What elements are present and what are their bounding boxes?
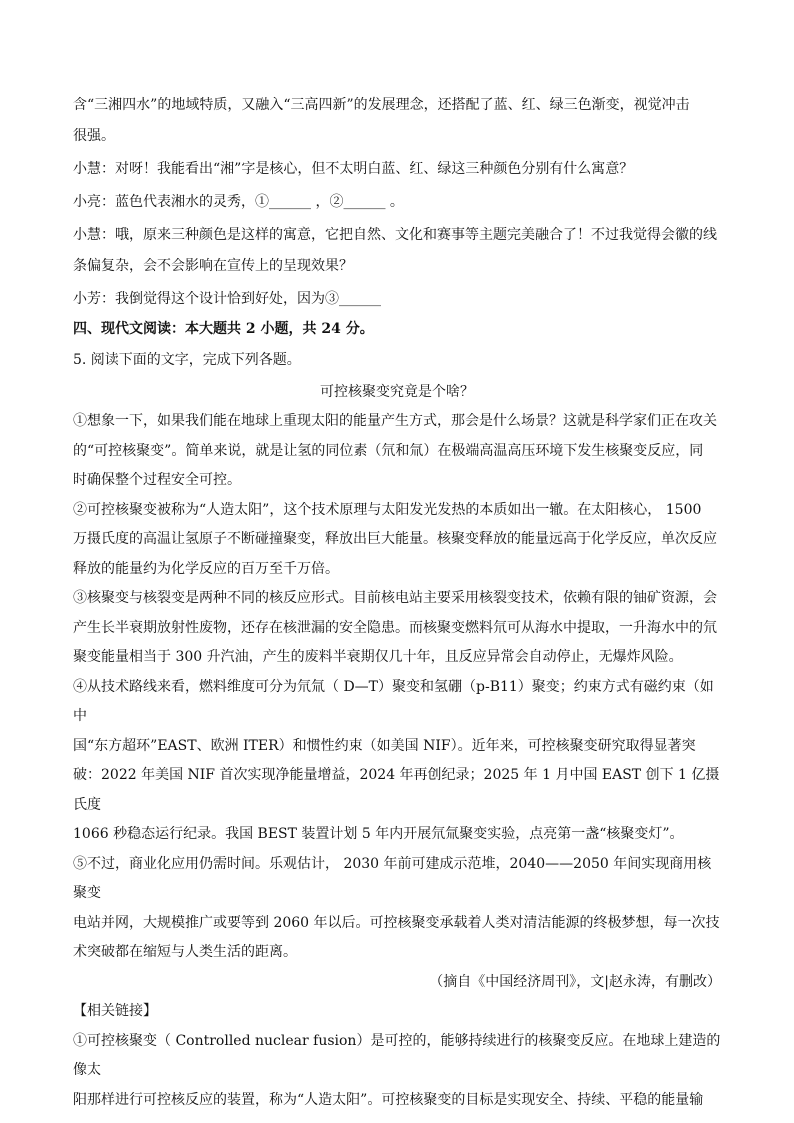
- intro-line: 很强。: [73, 128, 115, 144]
- question-prompt: 5. 阅读下面的文字，完成下列各题。: [73, 352, 301, 368]
- text-line: 的“可控核聚变”。简单来说，就是让氢的同位素（氘和氚）在极端高温高压环境下发生核聚变反应，同: [73, 442, 704, 459]
- article-title: 可控核聚变究竟是个啥？: [320, 384, 474, 400]
- dialogue-line: 小芳：我倒觉得这个设计恰到好处，因为③______: [73, 291, 381, 307]
- related-link-heading: 【相关链接】: [73, 1003, 157, 1019]
- article-paragraph: [73, 673, 721, 850]
- intro-line: 含“三湘四水”的地域特质，又融入“三高四新”的发展理念，还搭配了蓝、红、绿三色渐变，视觉冲击: [73, 97, 690, 113]
- text-line: ①可控核聚变（ Controlled nuclear fusion）是可控的，能够持续进行的核聚变反应。在地球上建造的像太: [73, 1032, 721, 1078]
- text-line: 万摄氏度的高温让氢原子不断碰撞聚变，释放出巨大能量。核聚变释放的能量远高于化学反应，单次反应: [73, 531, 717, 547]
- text-line: 释放的能量约为化学反应的百万至千万倍。: [73, 560, 339, 577]
- text-line: 1066 秒稳态运行纪录。我国 BEST 装置计划 5 年内开展氘氚聚变实验，点亮第一盏“核聚变灯”。: [73, 826, 684, 842]
- text-line: 聚变能量相当于 300 升汽油，产生的废料半衰期仅几十年，且反应异常会自动停止，无爆炸风险。: [73, 649, 683, 665]
- related-link-paragraph: [73, 1027, 721, 1116]
- text-line: ⑤不过，商业化应用仍需时间。乐观估计， 2030 年前可建成示范堆，2040——2050 年间实现商用核聚变: [73, 855, 712, 901]
- text-line: 破：2022 年美国 NIF 首次实现净能量增益，2024 年再创纪录；2025 年 1 月中国 EAST 创下 1 亿摄氏度: [73, 767, 720, 813]
- text-line: 产生长半衰期放射性废物，还存在核泄漏的安全隐患。而核聚变燃料氘可从海水中提取，一升海水中的氘: [73, 619, 717, 636]
- text-line: ④从技术路线来看，燃料维度可分为氘氚（ D—T）聚变和氢硼（p-B11）聚变；约束方式有磁约束（如中: [73, 678, 714, 724]
- article-paragraph: [73, 496, 721, 585]
- text-line: ①想象一下，如果我们能在地球上重现太阳的能量产生方式，那会是什么场景？这就是科学家们正在攻关: [73, 413, 717, 429]
- article-paragraph: [73, 850, 721, 968]
- document-page: [73, 94, 721, 1115]
- text-line: 国“东方超环”EAST、欧洲 ITER）和惯性约束（如美国 NIF）。近年来，可控核聚变研究取得显著突: [73, 737, 696, 754]
- source-citation: （摘自《中国经济周刊》，文|赵永涛，有删改）: [429, 973, 721, 990]
- text-line: ③核聚变与核裂变是两种不同的核反应形式。目前核电站主要采用核裂变技术，依赖有限的铀矿资源，会: [73, 590, 717, 606]
- article-paragraph: [73, 407, 721, 496]
- text-line: 时确保整个过程安全可控。: [73, 472, 241, 488]
- text-line: ②可控核聚变被称为“人造太阳”，这个技术原理与太阳发光发热的本质如出一辙。在太阳核心， 1500: [73, 501, 702, 518]
- article-paragraph: [73, 584, 721, 673]
- dialogue-line: 条偏复杂，会不会影响在宣传上的呈现效果？: [73, 258, 353, 274]
- text-line: 电站并网，大规模推广或要等到 2060 年以后。可控核聚变承载着人类对清洁能源的终极梦想，每一次技: [73, 914, 720, 931]
- dialogue-line: 小慧：哦，原来三种颜色是这样的寓意，它把自然、文化和赛事等主题完美融合了！不过我觉得会徽的线: [73, 227, 717, 243]
- text-line: 术突破都在缩短与人类生活的距离。: [73, 944, 297, 960]
- section-heading: 四、现代文阅读：本大题共 2 小题，共 24 分。: [73, 321, 374, 337]
- dialogue-line: 小亮：蓝色代表湘水的灵秀，①______ ，②______ 。: [73, 194, 404, 210]
- dialogue-line: 小慧：对呀！我能看出“湘”字是核心，但不太明白蓝、红、绿这三种颜色分别有什么寓意？: [73, 161, 634, 177]
- text-line: 阳那样进行可控核反应的装置，称为“人造太阳”。可控核聚变的目标是实现安全、持续、平稳的能量输: [73, 1091, 704, 1108]
